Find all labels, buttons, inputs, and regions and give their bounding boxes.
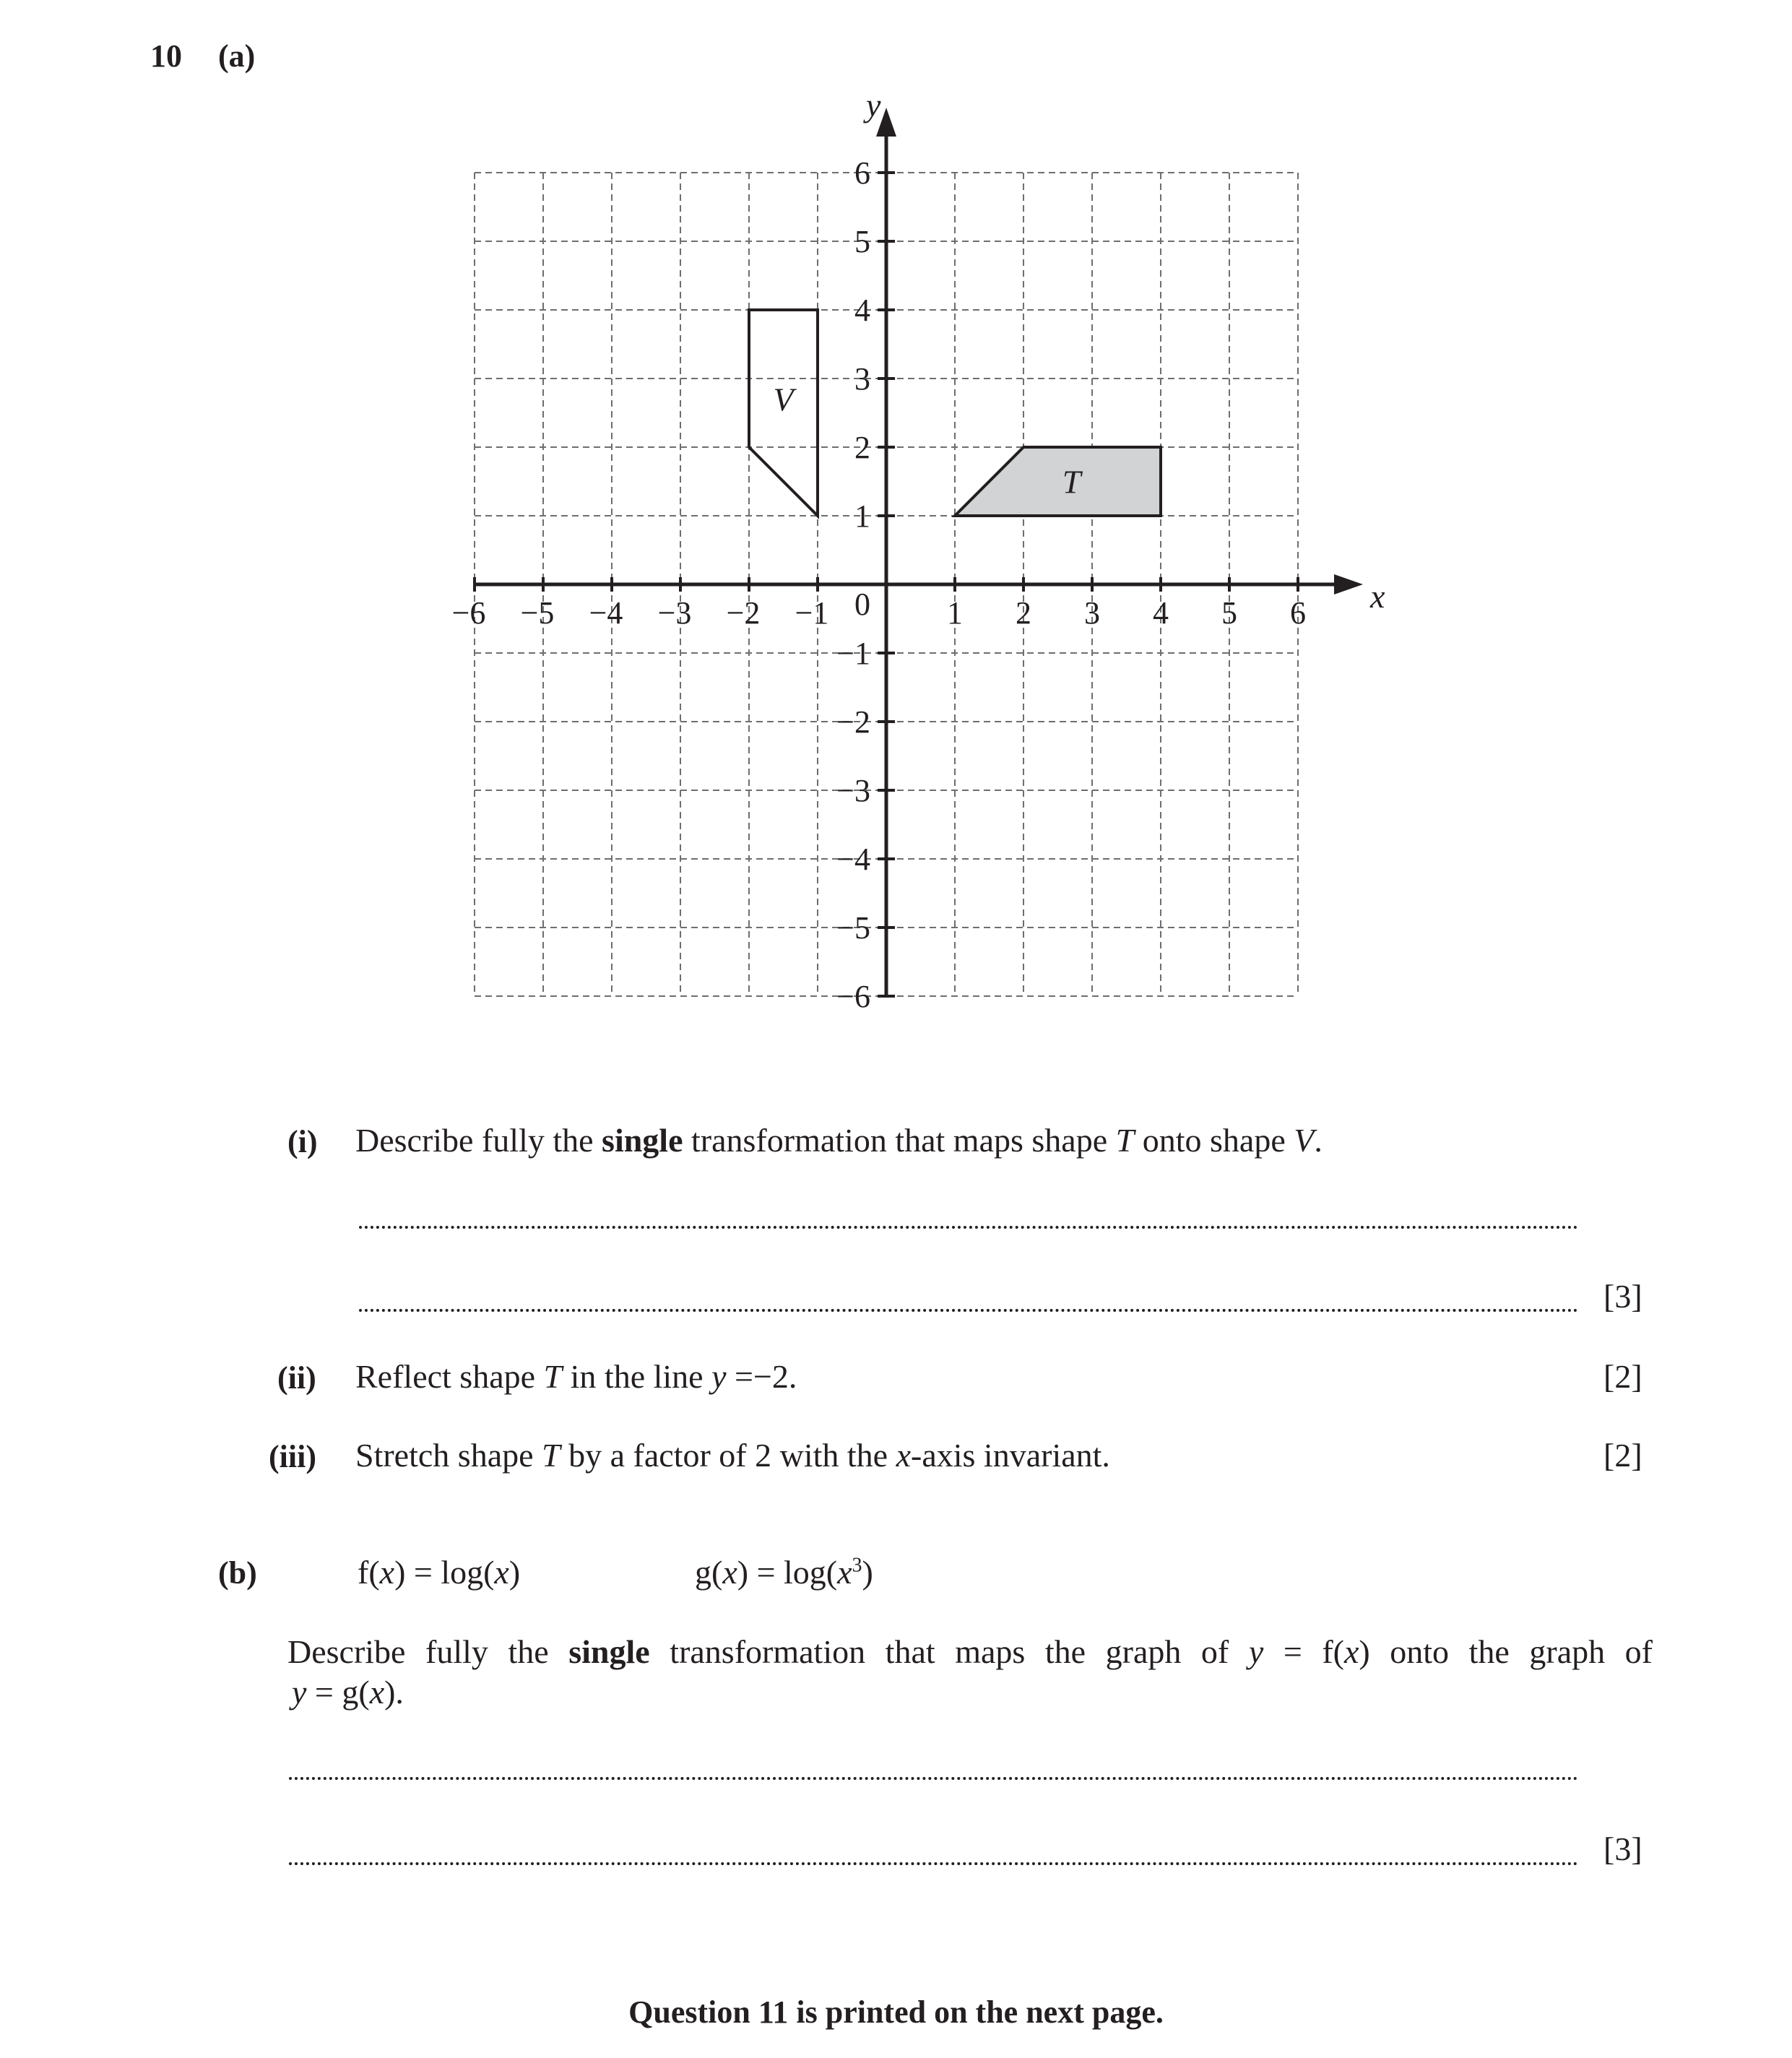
y-tick-label: 2 (854, 430, 870, 465)
part-b-label: (b) (218, 1555, 257, 1591)
x-axis-label: x (1370, 578, 1385, 615)
part-b-marks: [3] (1603, 1830, 1642, 1867)
part-a-label: (a) (218, 38, 256, 74)
y-tick-label: −1 (836, 636, 870, 671)
y-tick-label: −5 (836, 910, 870, 946)
shape-label-V: V (773, 381, 794, 418)
x-tick-label: 1 (947, 595, 963, 631)
x-tick-label: −4 (589, 595, 623, 631)
y-axis-label: y (866, 87, 881, 124)
answer-line-b-2[interactable] (289, 1862, 1578, 1865)
tick-labels (452, 87, 1385, 1014)
answer-line-a-i-1[interactable] (359, 1226, 1578, 1229)
x-tick-label: 2 (1016, 595, 1031, 631)
part-a-i-marks: [3] (1603, 1278, 1642, 1315)
y-tick-label: −6 (836, 979, 870, 1014)
part-b-question-line-2: y = g(x). (292, 1674, 404, 1711)
part-a-ii-marks: [2] (1603, 1358, 1642, 1395)
answer-line-a-i-2[interactable] (359, 1309, 1578, 1312)
shape-label-T: T (1062, 463, 1081, 501)
y-tick-label: −4 (836, 842, 870, 877)
y-tick-label: 3 (854, 361, 870, 397)
g-definition: $g(x) = \log(x^3)$ (695, 1554, 873, 1591)
x-tick-label: −1 (795, 595, 829, 631)
x-tick-label: 6 (1290, 595, 1306, 631)
part-a-ii-label: (ii) (277, 1360, 316, 1396)
part-b-question-line-1: Describe fully the single transformation that maps the graph of y = f(x) onto the graph of (287, 1633, 1653, 1670)
y-tick-label: 5 (854, 224, 870, 259)
y-tick-label: −3 (836, 773, 870, 808)
y-tick-label: 1 (854, 498, 870, 534)
x-tick-label: 3 (1084, 595, 1100, 631)
question-number: 10 (150, 38, 182, 74)
part-a-i-text: Describe fully the single transformation that maps shape T onto shape V. (355, 1122, 1323, 1159)
x-tick-label: 5 (1221, 595, 1237, 631)
x-tick-label: −6 (451, 595, 486, 631)
shape-T (955, 447, 1161, 516)
part-a-iii-text: Stretch shape T by a factor of 2 with the x-axis invariant. (355, 1437, 1110, 1474)
y-tick-label: −2 (836, 704, 870, 740)
x-tick-label: −5 (520, 595, 555, 631)
part-a-iii-marks: [2] (1603, 1437, 1642, 1474)
footer-note: Question 11 is printed on the next page. (628, 1994, 1164, 2030)
f-definition: f(x) = log(x) (358, 1554, 521, 1591)
x-axis-arrow (1334, 574, 1363, 595)
x-tick-label: 4 (1153, 595, 1169, 631)
y-tick-label: 4 (854, 293, 870, 328)
x-tick-label: −3 (657, 595, 692, 631)
answer-line-b-1[interactable] (289, 1777, 1578, 1780)
part-a-ii-text: Reflect shape T in the line y =−2. (355, 1358, 797, 1395)
origin-label: 0 (854, 587, 870, 622)
y-tick-label: 6 (854, 155, 870, 191)
x-tick-label: −2 (726, 595, 761, 631)
part-a-iii-label: (iii) (269, 1439, 316, 1474)
part-a-i-label: (i) (287, 1124, 318, 1159)
